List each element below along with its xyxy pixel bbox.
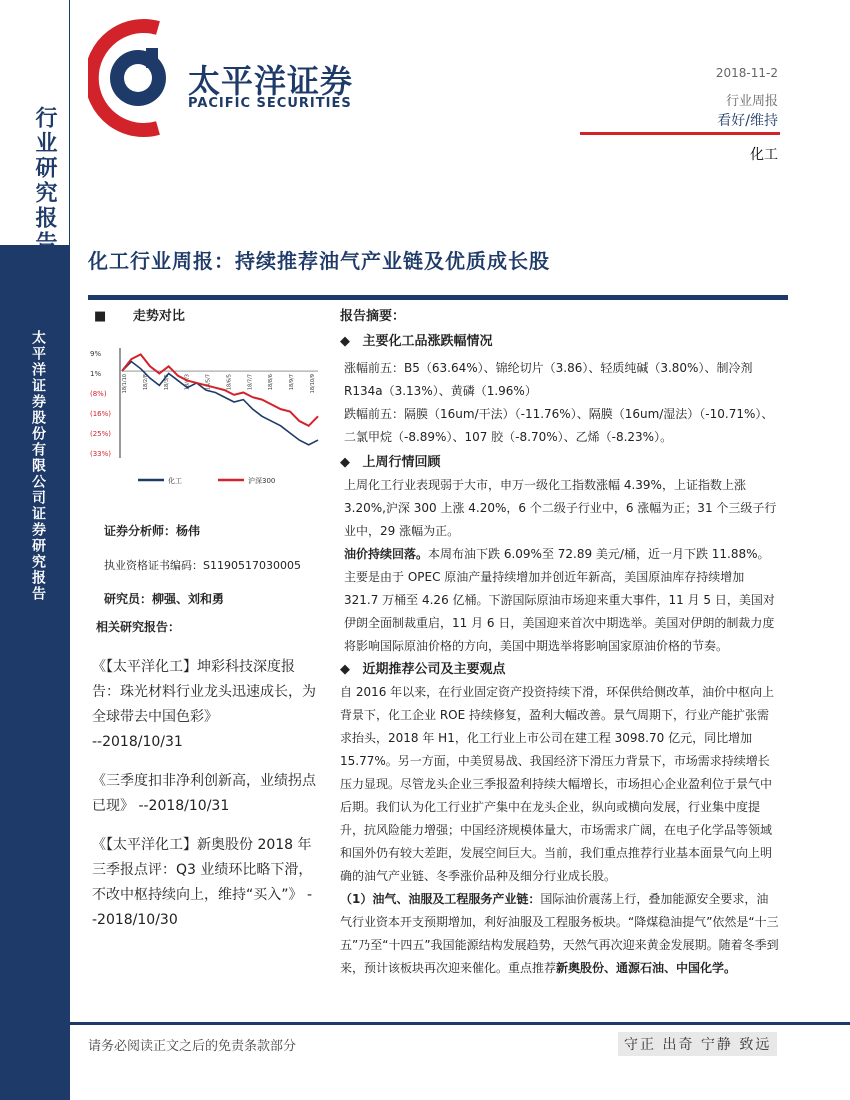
y-tick-label: (25%) bbox=[90, 430, 112, 438]
legend-label-1: 沪深300 bbox=[248, 477, 276, 485]
cert-number: 执业资格证书编码：S1190517030005 bbox=[104, 559, 301, 572]
sec3-p2: （1）油气、油服及工程服务产业链：国际油价震荡上行，叠加能源安全要求，油气行业资本开支预期增加，利好油服及工程服务板块。“降煤稳油提气”依然是“十三五”乃至“十四五”我国能源结构发展趋势，天然气再次迎来黄金发展期。随着冬季到来，预计该板块再次迎来催化。重点推荐新奥股份、通源石油、中国化学。 bbox=[340, 892, 779, 975]
report-type: 行业周报 bbox=[725, 94, 778, 109]
diamond-icon: ◆ bbox=[340, 455, 350, 470]
report-date: 2018-11-2 bbox=[715, 66, 778, 80]
summary-label: 报告摘要： bbox=[340, 309, 406, 324]
x-tick-label: 18/3/5 bbox=[163, 374, 170, 391]
trend-chart bbox=[88, 340, 328, 500]
sec1-heading: ◆ 主要化工品涨跌幅情况 bbox=[340, 334, 493, 349]
summary-column bbox=[340, 305, 780, 980]
x-tick-label: 18/1/10 bbox=[122, 374, 128, 394]
report-sector: 化工 bbox=[750, 147, 778, 163]
left-column bbox=[88, 305, 328, 324]
sec3-heading: ◆ 近期推荐公司及主要观点 bbox=[340, 662, 506, 677]
page-title: 化工行业周报：持续推荐油气产业链及优质成长股 bbox=[88, 249, 550, 273]
sec2-p1: 上周化工行业表现弱于大市，申万一级化工指数涨幅 4.39%，上证指数上涨 3.20%,沪深 300 上涨 4.20%，6 个二级子行业中，6 涨幅为正；31 个三级子行业中，29 涨幅为正。 bbox=[344, 478, 777, 538]
sec2-heading: ◆ 上周行情回顾 bbox=[340, 455, 441, 470]
footer-disclaimer: 请务必阅读正文之后的免责条款部分 bbox=[88, 1039, 297, 1054]
y-tick-label: (33%) bbox=[90, 450, 112, 458]
series-line-0 bbox=[122, 362, 318, 445]
logo-icon bbox=[88, 18, 178, 138]
y-tick-label: 1% bbox=[90, 370, 102, 378]
x-tick-label: 18/4/3 bbox=[184, 374, 191, 391]
logo-cn: 太平洋证券 bbox=[188, 62, 354, 100]
x-tick-label: 18/9/7 bbox=[289, 374, 296, 391]
report-rating: 看好/维持 bbox=[717, 113, 778, 129]
diamond-icon: ◆ bbox=[340, 334, 350, 349]
related-report-0[interactable]: 《【太平洋化工】坤彩科技深度报告：珠光材料行业龙头迅速成长，为全球带去中国色彩》 --2018/10/31 bbox=[92, 659, 316, 750]
y-tick-label: 9% bbox=[90, 350, 102, 358]
sec2-p2: 油价持续回落。本周布油下跌 6.09%至 72.89 美元/桶，近一月下跌 11.88%。主要是由于 OPEC 原油产量持续增加并创近年新高，美国原油库存持续增加 321.7 万桶至 4.26 亿桶。下游国际原油市场迎来重大事件，11 月 5 日，美国对伊朗全面制裁重启，11 月 6 日，美国迎来首次中期选举。美国对伊朗的制裁力度将影响国际原油价格的方向，美国中期选举将影响国家原油价格的节奏。 bbox=[344, 547, 775, 653]
title-rule bbox=[88, 295, 788, 300]
sidebar-org: 太平洋证券股份有限公司证券研究报告 bbox=[30, 330, 46, 602]
x-tick-label: 18/8/6 bbox=[268, 374, 275, 391]
related-reports bbox=[92, 645, 320, 933]
trend-label: 走势对比 bbox=[132, 309, 185, 324]
related-report-1[interactable]: 《三季度扣非净利创新高，业绩拐点已现》 --2018/10/31 bbox=[92, 773, 316, 814]
sec3-p1: 自 2016 年以来，在行业固定资产投资持续下滑，环保供给侧改革，油价中枢向上背景下，化工企业 ROE 持续修复，盈利大幅改善。景气周期下，行业产能扩张需求抬头，2018 年 H1，化工行业上市公司在建工程 3098.70 亿元，同比增加 15.77%。另一方面，中美贸易战、我国经济下滑压力背景下，市场需求持续增长压力显现。尽管龙头企业三季报盈利持续大幅增长，市场担心企业盈利位于景气中后期。我们认为化工行业扩产集中在龙头企业，纵向或横向发展，行业集中度提升，抗风险能力增强；中国经济规模体量大，市场需求广阔，在电子化学品等领域和国外仍有较大差距，发展空间巨大。当前，我们重点推荐行业基本面景气向上明确的油气产业链、冬季涨价品种及细分行业成长股。 bbox=[340, 685, 775, 883]
diamond-icon: ◆ bbox=[340, 662, 350, 677]
logo-en: PACIFIC SECURITIES bbox=[188, 96, 352, 111]
sidebar-title: 行业研究报告 bbox=[32, 106, 58, 256]
trend-heading bbox=[94, 305, 328, 324]
researchers: 研究员：柳强、刘和勇 bbox=[104, 592, 225, 606]
sec1-down: 跌幅前五：隔膜（16um/干法）（-11.76%）、隔膜（16um/湿法）（-10.71%）、二氯甲烷（-8.89%）、107 胶（-8.70%）、乙烯（-8.23%）。 bbox=[344, 407, 774, 444]
sec1-up: 涨幅前五：B5（63.64%）、锦纶切片（3.86）、轻质纯碱（3.80%）、制冷剂 R134a（3.13%）、黄磷（1.96%） bbox=[344, 361, 753, 398]
related-report-2[interactable]: 《【太平洋化工】新奥股份 2018 年三季报点评：Q3 业绩环比略下滑，不改中枢持续向上，维持“买入”》 --2018/10/30 bbox=[92, 837, 313, 928]
x-tick-label: 18/2/8 bbox=[142, 374, 149, 391]
legend-label-0: 化工 bbox=[168, 477, 182, 485]
x-tick-label: 18/6/5 bbox=[226, 374, 233, 391]
footer-rule bbox=[70, 1022, 850, 1025]
y-tick-label: (16%) bbox=[90, 410, 112, 418]
footer-motto: 守正 出奇 宁静 致远 bbox=[618, 1032, 777, 1056]
x-tick-label: 18/5/7 bbox=[205, 374, 212, 391]
x-tick-label: 18/10/9 bbox=[310, 374, 316, 394]
square-icon: ■ bbox=[94, 309, 107, 324]
y-tick-label: (8%) bbox=[90, 390, 107, 398]
x-tick-label: 18/7/7 bbox=[247, 374, 254, 391]
header-divider bbox=[580, 132, 780, 135]
related-reports-label: 相关研究报告： bbox=[96, 620, 181, 634]
analyst: 证券分析师：杨伟 bbox=[104, 524, 201, 538]
